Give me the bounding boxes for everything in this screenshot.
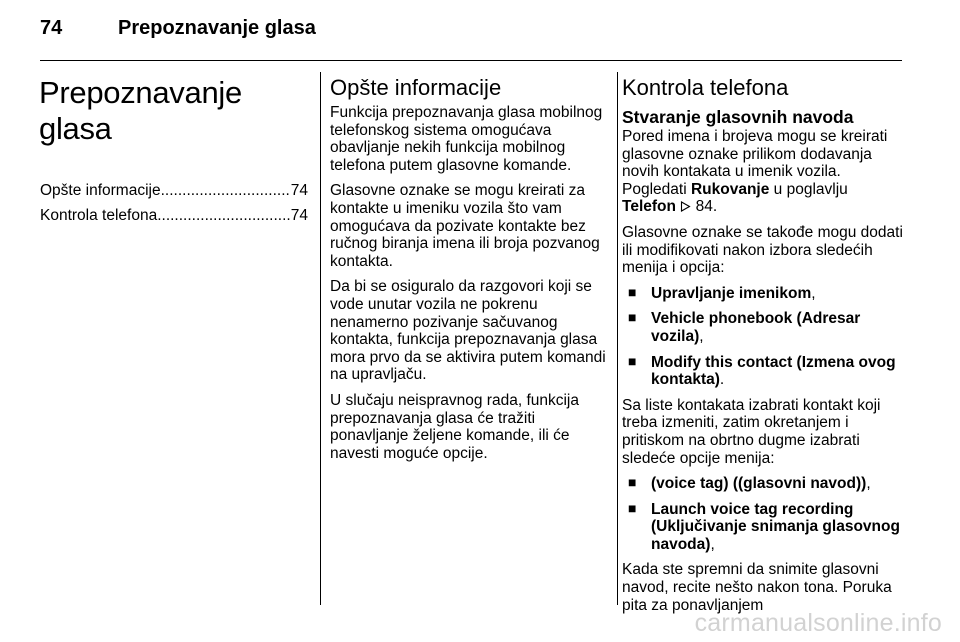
paragraph: Glasovne oznake se takođe mogu dodati ili modifikovati nakon izbora sledećih menija i opcija:: [622, 223, 903, 277]
paragraph-text: Pored imena i brojeva mogu se kreirati glasovne oznake prilikom dodavanja novih kontakata u imenik vozila. Pogledati: [622, 128, 888, 198]
bullet-icon: ■: [628, 283, 637, 300]
menu-option: Modify this contact (Izmena ovog kontakta): [651, 353, 896, 389]
menu-option: Upravljanje imenikom: [651, 284, 812, 302]
toc-column: [40, 75, 308, 231]
paragraph: [622, 128, 904, 216]
list-item: [622, 310, 904, 345]
paragraph: Kada ste spremni da snimite glasovni navod, recite nešto nakon tona. Poruka pita za ponavljanjem: [622, 561, 892, 614]
bullet-icon: ■: [628, 474, 637, 491]
paragraph: Funkcija prepoznavanja glasa mobilnog telefonskog sistema omogućava obavljanje nekih funkcija mobilnog telefona putem glasovne komande.: [330, 104, 603, 174]
paragraph: Sa liste kontakata izabrati kontakt koji treba izmeniti, zatim okretanjem i pritiskom na obrtno dugme izabrati sledeće opcije menija:: [622, 396, 881, 467]
punctuation: ,: [699, 327, 704, 345]
menu-option: (voice tag) ((glasovni navod)): [651, 475, 867, 493]
paragraph: Da bi se osiguralo da razgovori koji se vode unutar vozila ne pokrenu nenamerno pozivanje sačuvanog kontakta, funkcija prepoznavanja glasa mora prvo da se aktivira putem komandi na upravljaču.: [330, 278, 606, 384]
section-heading: Opšte informacije: [330, 75, 502, 100]
paragraph: Glasovne oznake se mogu kreirati za kontakte u imeniku vozila što vam omogućava da pozivate kontakte bez ručnog biranja imena ili broja pozvanog kontakta.: [330, 182, 600, 270]
header-rule: [40, 60, 902, 61]
page-number: 74: [40, 17, 63, 39]
punctuation: ,: [866, 475, 871, 493]
section-heading: Kontrola telefona: [622, 75, 789, 100]
bold-term: Rukovanje: [690, 180, 770, 198]
cross-reference-label: Telefon: [622, 198, 676, 216]
list-item: [622, 354, 904, 389]
running-head-title: Prepoznavanje glasa: [118, 17, 316, 39]
toc-entry-label: Kontrola telefona: [40, 206, 158, 224]
phone-control-column: [622, 75, 904, 622]
column-divider: [617, 72, 618, 605]
bullet-icon: ■: [628, 309, 637, 326]
toc-entry-page: 74: [290, 182, 308, 199]
menu-option: Vehicle phonebook (Adresar vozila): [651, 310, 861, 345]
punctuation: .: [712, 198, 718, 216]
menu-list: [622, 285, 904, 389]
punctuation: ,: [710, 535, 715, 553]
toc-entry-label: Opšte informacije: [40, 182, 161, 199]
watermark: carmanualsonline.info: [694, 609, 942, 637]
column-divider: [320, 72, 321, 605]
page-reference-arrow-icon: [680, 198, 691, 215]
punctuation: ,: [811, 284, 816, 302]
toc-leader-dots: [161, 182, 291, 200]
list-item: [622, 501, 904, 554]
toc-entry[interactable]: [40, 182, 308, 200]
toc-entry[interactable]: [40, 207, 308, 225]
general-info-column: [330, 75, 606, 470]
bullet-icon: ■: [628, 352, 637, 369]
cross-reference-page[interactable]: 84: [695, 198, 713, 216]
chapter-title: Prepoznavanje glasa: [39, 75, 242, 146]
menu-option: Launch voice tag recording (Uključivanje snimanja glasovnog navoda): [651, 500, 900, 553]
bullet-icon: ■: [628, 499, 637, 516]
toc-entry-page: 74: [290, 206, 308, 224]
running-head: [40, 17, 316, 40]
paragraph: U slučaju neispravnog rada, funkcija prepoznavanja glasa će tražiti ponavljanje željene komande, ili će navesti moguće opcije.: [330, 391, 579, 462]
menu-list: [622, 475, 904, 553]
paragraph-text: u poglavlju: [769, 180, 848, 198]
list-item: [622, 285, 904, 303]
list-item: [622, 475, 904, 493]
toc-leader-dots: [157, 207, 291, 225]
punctuation: .: [719, 371, 725, 389]
subsection-heading: Stvaranje glasovnih navoda: [622, 107, 854, 127]
